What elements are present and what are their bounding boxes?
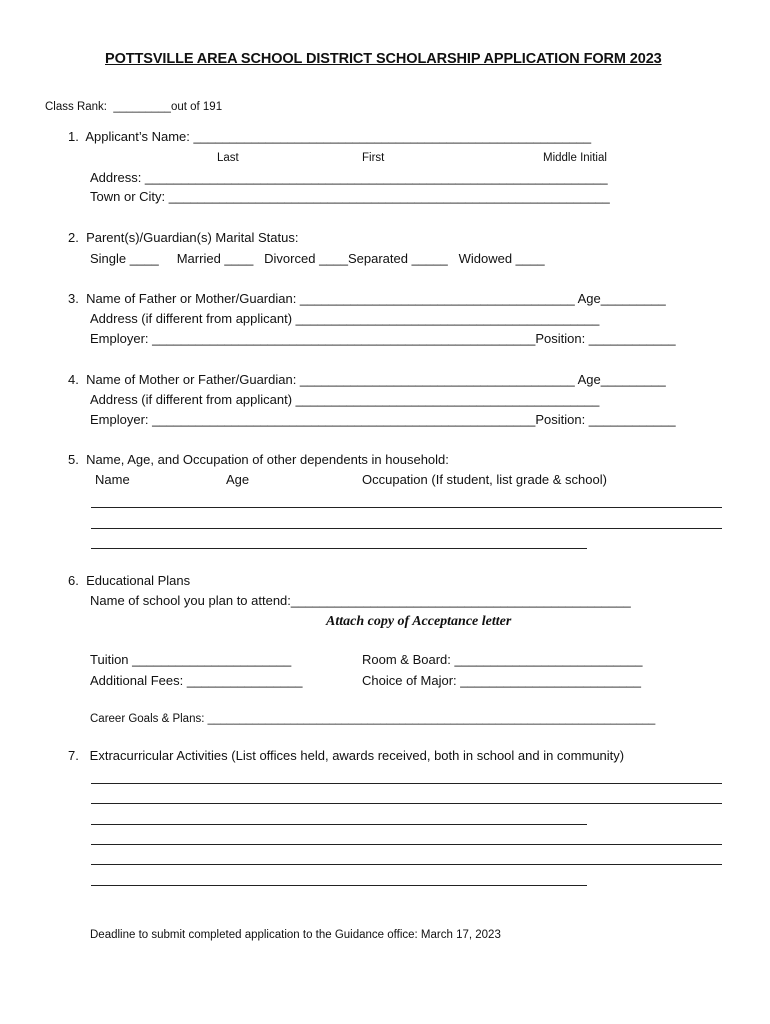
dependents-col-occupation: Occupation (If student, list grade & school) [362, 472, 607, 487]
address-field[interactable]: Address: ________________________________________________________________ [90, 170, 608, 185]
deadline-note: Deadline to submit completed application to the Guidance office: March 17, 2023 [90, 929, 501, 941]
activities-line-5[interactable] [91, 864, 722, 865]
marital-status-options[interactable]: Single ____ Married ____ Divorced ____Separated _____ Widowed ____ [90, 251, 545, 266]
applicant-name-field[interactable]: 1. Applicant’s Name: _______________________________________________________ [68, 129, 592, 144]
dependents-col-name: Name [95, 472, 130, 487]
last-name-caption: Last [217, 152, 239, 164]
mother-employer-field[interactable]: Employer: _____________________________________________________Position: ____________ [90, 412, 676, 427]
dependents-line-2[interactable] [91, 528, 722, 529]
career-goals-field[interactable]: Career Goals & Plans: ______________________________________________________________________ [90, 713, 656, 725]
educational-plans-label: 6. Educational Plans [68, 573, 191, 588]
dependents-col-age: Age [226, 472, 250, 487]
activities-line-1[interactable] [91, 783, 722, 784]
additional-fees-field[interactable]: Additional Fees: ________________ [90, 673, 303, 688]
choice-of-major-field[interactable]: Choice of Major: _________________________ [362, 673, 642, 688]
class-rank-field[interactable]: Class Rank: _________out of 191 [45, 101, 223, 113]
activities-line-4[interactable] [91, 844, 722, 845]
marital-status-label: 2. Parent(s)/Guardian(s) Marital Status: [68, 230, 299, 245]
mother-address-field[interactable]: Address (if different from applicant) __________________________________________ [90, 392, 600, 407]
dependents-line-3[interactable] [91, 548, 587, 549]
room-board-field[interactable]: Room & Board: __________________________ [362, 652, 643, 667]
extracurricular-label: 7. Extracurricular Activities (List offices held, awards received, both in school and in community) [68, 748, 625, 763]
father-name-field[interactable]: 3. Name of Father or Mother/Guardian: ______________________________________ Age_________ [68, 291, 666, 306]
acceptance-letter-note: Attach copy of Acceptance letter [326, 614, 512, 629]
mother-name-field[interactable]: 4. Name of Mother or Father/Guardian: ______________________________________ Age_________ [68, 372, 666, 387]
school-name-field[interactable]: Name of school you plan to attend:_______________________________________________ [90, 593, 631, 608]
activities-line-2[interactable] [91, 803, 722, 804]
first-name-caption: First [362, 152, 385, 164]
middle-initial-caption: Middle Initial [543, 152, 607, 164]
father-address-field[interactable]: Address (if different from applicant) __________________________________________ [90, 311, 600, 326]
activities-line-3[interactable] [91, 824, 587, 825]
father-employer-field[interactable]: Employer: _____________________________________________________Position: ____________ [90, 331, 676, 346]
dependents-line-1[interactable] [91, 507, 722, 508]
town-field[interactable]: Town or City: _____________________________________________________________ [90, 189, 610, 204]
dependents-label: 5. Name, Age, and Occupation of other dependents in household: [68, 452, 449, 467]
tuition-field[interactable]: Tuition ______________________ [90, 652, 292, 667]
page-title: POTTSVILLE AREA SCHOOL DISTRICT SCHOLARSHIP APPLICATION FORM 2023 [105, 51, 662, 67]
activities-line-6[interactable] [91, 885, 587, 886]
